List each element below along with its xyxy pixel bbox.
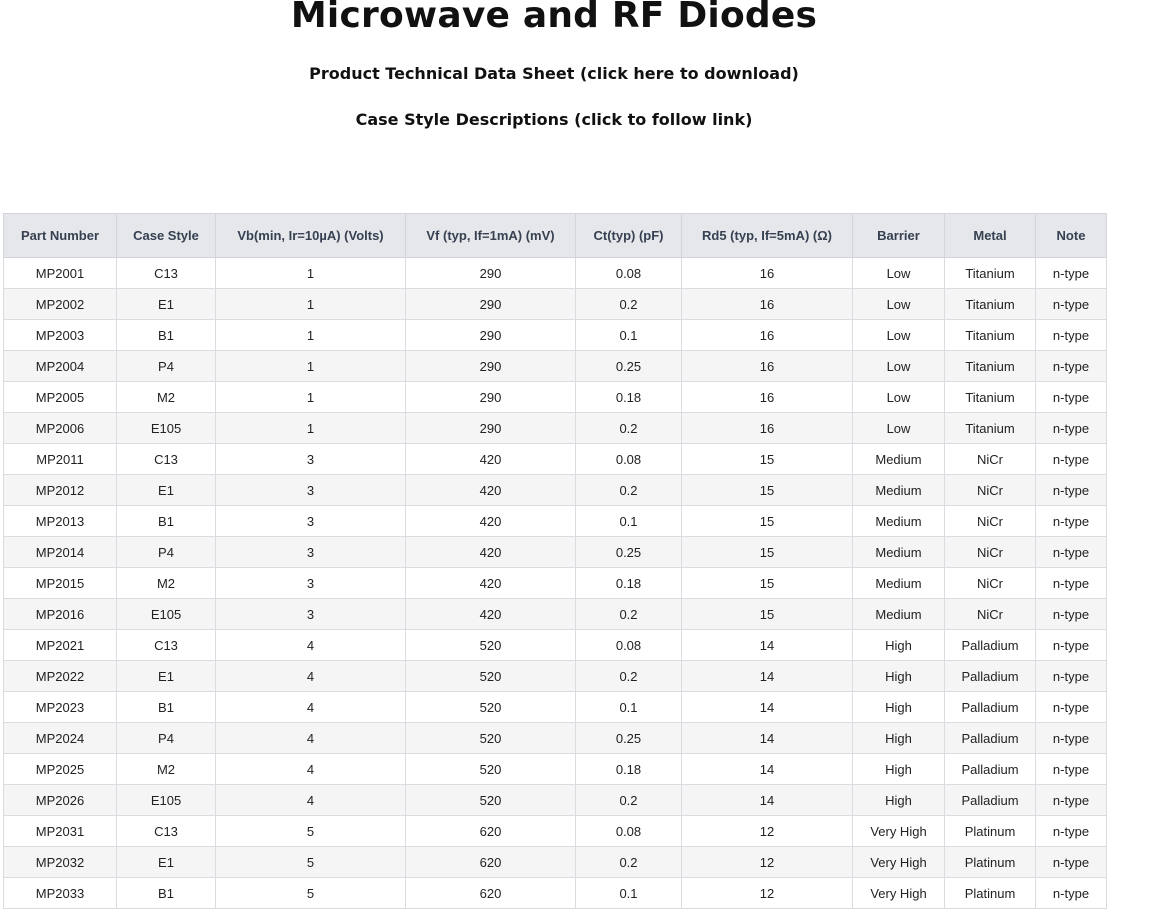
cell-ct: 0.2 [576, 785, 682, 816]
cell-vb: 4 [216, 785, 406, 816]
table-row [4, 630, 1107, 661]
cell-rd5: 16 [682, 351, 853, 382]
cell-metal: Platinum [945, 878, 1036, 909]
cell-vf: 420 [406, 537, 576, 568]
table-row [4, 413, 1107, 444]
table-row [4, 847, 1107, 878]
cell-part-number: MP2004 [4, 351, 117, 382]
cell-rd5: 16 [682, 258, 853, 289]
cell-barrier: Low [853, 351, 945, 382]
cell-part-number: MP2031 [4, 816, 117, 847]
cell-rd5: 16 [682, 320, 853, 351]
cell-vb: 1 [216, 289, 406, 320]
table-row [4, 444, 1107, 475]
cell-vb: 1 [216, 382, 406, 413]
cell-ct: 0.08 [576, 630, 682, 661]
cell-case-style: E105 [117, 599, 216, 630]
cell-barrier: Medium [853, 444, 945, 475]
cell-metal: NiCr [945, 506, 1036, 537]
table-row [4, 475, 1107, 506]
cell-barrier: Medium [853, 568, 945, 599]
cell-barrier: High [853, 785, 945, 816]
cell-barrier: Medium [853, 506, 945, 537]
column-header-vf: Vf (typ, If=1mA) (mV) [406, 214, 576, 258]
cell-barrier: High [853, 630, 945, 661]
cell-note: n-type [1036, 444, 1107, 475]
table-row [4, 537, 1107, 568]
cell-vb: 5 [216, 878, 406, 909]
cell-note: n-type [1036, 723, 1107, 754]
cell-ct: 0.18 [576, 754, 682, 785]
cell-barrier: Medium [853, 537, 945, 568]
column-header-vb: Vb(min, Ir=10µA) (Volts) [216, 214, 406, 258]
cell-rd5: 15 [682, 537, 853, 568]
cell-note: n-type [1036, 320, 1107, 351]
cell-vf: 420 [406, 475, 576, 506]
table-row [4, 878, 1107, 909]
case-style-link[interactable]: Case Style Descriptions (click to follow link) [355, 110, 753, 129]
cell-part-number: MP2006 [4, 413, 117, 444]
cell-note: n-type [1036, 785, 1107, 816]
cell-barrier: Low [853, 258, 945, 289]
cell-rd5: 15 [682, 475, 853, 506]
cell-rd5: 14 [682, 723, 853, 754]
cell-ct: 0.25 [576, 537, 682, 568]
table-row [4, 258, 1107, 289]
cell-vf: 520 [406, 692, 576, 723]
table-row [4, 568, 1107, 599]
cell-vf: 290 [406, 413, 576, 444]
diode-spec-table [3, 213, 1107, 909]
cell-part-number: MP2032 [4, 847, 117, 878]
cell-part-number: MP2011 [4, 444, 117, 475]
cell-ct: 0.2 [576, 413, 682, 444]
cell-ct: 0.18 [576, 568, 682, 599]
cell-rd5: 16 [682, 413, 853, 444]
cell-ct: 0.08 [576, 258, 682, 289]
cell-vb: 5 [216, 816, 406, 847]
cell-part-number: MP2012 [4, 475, 117, 506]
cell-rd5: 15 [682, 568, 853, 599]
cell-vb: 3 [216, 506, 406, 537]
cell-vf: 290 [406, 320, 576, 351]
cell-vf: 420 [406, 599, 576, 630]
cell-vb: 4 [216, 692, 406, 723]
cell-case-style: E1 [117, 289, 216, 320]
cell-vf: 420 [406, 506, 576, 537]
cell-metal: Titanium [945, 258, 1036, 289]
table-row [4, 506, 1107, 537]
cell-metal: NiCr [945, 599, 1036, 630]
cell-metal: Palladium [945, 723, 1036, 754]
cell-case-style: P4 [117, 351, 216, 382]
cell-case-style: M2 [117, 382, 216, 413]
cell-vf: 420 [406, 444, 576, 475]
table-header-row [4, 214, 1107, 258]
cell-ct: 0.1 [576, 320, 682, 351]
cell-note: n-type [1036, 878, 1107, 909]
cell-note: n-type [1036, 537, 1107, 568]
cell-note: n-type [1036, 661, 1107, 692]
column-header-ct: Ct(typ) (pF) [576, 214, 682, 258]
cell-barrier: Low [853, 289, 945, 320]
cell-case-style: B1 [117, 692, 216, 723]
cell-barrier: Medium [853, 475, 945, 506]
table-row [4, 599, 1107, 630]
cell-note: n-type [1036, 413, 1107, 444]
cell-rd5: 14 [682, 630, 853, 661]
cell-note: n-type [1036, 754, 1107, 785]
cell-part-number: MP2005 [4, 382, 117, 413]
cell-metal: Palladium [945, 692, 1036, 723]
cell-case-style: B1 [117, 878, 216, 909]
cell-case-style: E105 [117, 785, 216, 816]
cell-note: n-type [1036, 599, 1107, 630]
cell-ct: 0.25 [576, 723, 682, 754]
column-header-note: Note [1036, 214, 1107, 258]
cell-vb: 1 [216, 320, 406, 351]
cell-note: n-type [1036, 351, 1107, 382]
cell-ct: 0.2 [576, 289, 682, 320]
cell-rd5: 12 [682, 816, 853, 847]
cell-part-number: MP2014 [4, 537, 117, 568]
cell-vb: 4 [216, 723, 406, 754]
cell-metal: Palladium [945, 785, 1036, 816]
cell-metal: Palladium [945, 754, 1036, 785]
cell-rd5: 12 [682, 878, 853, 909]
cell-case-style: P4 [117, 723, 216, 754]
cell-case-style: E1 [117, 475, 216, 506]
cell-metal: NiCr [945, 537, 1036, 568]
cell-rd5: 14 [682, 754, 853, 785]
cell-barrier: Low [853, 382, 945, 413]
cell-metal: Titanium [945, 351, 1036, 382]
cell-note: n-type [1036, 475, 1107, 506]
table-row [4, 289, 1107, 320]
cell-note: n-type [1036, 568, 1107, 599]
cell-part-number: MP2021 [4, 630, 117, 661]
cell-ct: 0.2 [576, 847, 682, 878]
cell-vf: 290 [406, 289, 576, 320]
cell-case-style: E105 [117, 413, 216, 444]
cell-vf: 620 [406, 878, 576, 909]
cell-ct: 0.08 [576, 816, 682, 847]
cell-ct: 0.1 [576, 506, 682, 537]
cell-metal: Palladium [945, 661, 1036, 692]
cell-case-style: C13 [117, 258, 216, 289]
cell-vf: 620 [406, 847, 576, 878]
cell-ct: 0.18 [576, 382, 682, 413]
cell-part-number: MP2013 [4, 506, 117, 537]
cell-case-style: C13 [117, 444, 216, 475]
cell-rd5: 15 [682, 444, 853, 475]
cell-case-style: B1 [117, 320, 216, 351]
cell-metal: Platinum [945, 847, 1036, 878]
cell-metal: Platinum [945, 816, 1036, 847]
cell-vb: 1 [216, 413, 406, 444]
cell-vb: 1 [216, 258, 406, 289]
cell-barrier: Medium [853, 599, 945, 630]
table-row [4, 785, 1107, 816]
cell-vb: 3 [216, 599, 406, 630]
cell-barrier: High [853, 661, 945, 692]
cell-vf: 290 [406, 351, 576, 382]
table-body [4, 258, 1107, 909]
column-header-metal: Metal [945, 214, 1036, 258]
cell-barrier: Very High [853, 878, 945, 909]
cell-ct: 0.08 [576, 444, 682, 475]
cell-vf: 520 [406, 754, 576, 785]
cell-case-style: B1 [117, 506, 216, 537]
cell-metal: Titanium [945, 289, 1036, 320]
table-row [4, 661, 1107, 692]
cell-ct: 0.2 [576, 599, 682, 630]
datasheet-download-link[interactable]: Product Technical Data Sheet (click here to download) [309, 64, 799, 83]
cell-vf: 520 [406, 785, 576, 816]
cell-vf: 520 [406, 630, 576, 661]
cell-case-style: M2 [117, 754, 216, 785]
cell-case-style: P4 [117, 537, 216, 568]
cell-case-style: E1 [117, 847, 216, 878]
cell-rd5: 15 [682, 506, 853, 537]
cell-case-style: E1 [117, 661, 216, 692]
cell-note: n-type [1036, 506, 1107, 537]
table-row [4, 816, 1107, 847]
cell-part-number: MP2003 [4, 320, 117, 351]
cell-vb: 3 [216, 568, 406, 599]
cell-part-number: MP2015 [4, 568, 117, 599]
cell-rd5: 14 [682, 661, 853, 692]
cell-note: n-type [1036, 816, 1107, 847]
cell-ct: 0.1 [576, 878, 682, 909]
cell-vf: 520 [406, 661, 576, 692]
cell-vb: 3 [216, 475, 406, 506]
cell-note: n-type [1036, 382, 1107, 413]
cell-part-number: MP2001 [4, 258, 117, 289]
cell-vb: 3 [216, 537, 406, 568]
cell-vb: 3 [216, 444, 406, 475]
table-row [4, 723, 1107, 754]
cell-vf: 420 [406, 568, 576, 599]
cell-case-style: M2 [117, 568, 216, 599]
cell-rd5: 15 [682, 599, 853, 630]
cell-barrier: Low [853, 320, 945, 351]
column-header-barrier: Barrier [853, 214, 945, 258]
cell-note: n-type [1036, 289, 1107, 320]
cell-metal: Titanium [945, 382, 1036, 413]
table-row [4, 692, 1107, 723]
cell-rd5: 16 [682, 289, 853, 320]
cell-case-style: C13 [117, 816, 216, 847]
cell-note: n-type [1036, 258, 1107, 289]
cell-part-number: MP2026 [4, 785, 117, 816]
cell-metal: Titanium [945, 413, 1036, 444]
table-row [4, 320, 1107, 351]
page-title: Microwave and RF Diodes [290, 0, 818, 36]
cell-barrier: High [853, 692, 945, 723]
cell-metal: NiCr [945, 444, 1036, 475]
cell-barrier: High [853, 723, 945, 754]
cell-rd5: 14 [682, 692, 853, 723]
cell-barrier: High [853, 754, 945, 785]
cell-part-number: MP2023 [4, 692, 117, 723]
cell-vf: 290 [406, 258, 576, 289]
cell-note: n-type [1036, 847, 1107, 878]
cell-part-number: MP2024 [4, 723, 117, 754]
cell-ct: 0.1 [576, 692, 682, 723]
cell-rd5: 12 [682, 847, 853, 878]
cell-vb: 4 [216, 754, 406, 785]
table-row [4, 351, 1107, 382]
cell-metal: NiCr [945, 568, 1036, 599]
cell-metal: NiCr [945, 475, 1036, 506]
cell-part-number: MP2016 [4, 599, 117, 630]
cell-metal: Titanium [945, 320, 1036, 351]
table-row [4, 754, 1107, 785]
cell-case-style: C13 [117, 630, 216, 661]
cell-metal: Palladium [945, 630, 1036, 661]
cell-note: n-type [1036, 692, 1107, 723]
cell-part-number: MP2002 [4, 289, 117, 320]
cell-vb: 1 [216, 351, 406, 382]
cell-note: n-type [1036, 630, 1107, 661]
column-header-rd5: Rd5 (typ, If=5mA) (Ω) [682, 214, 853, 258]
cell-vf: 520 [406, 723, 576, 754]
cell-vb: 4 [216, 630, 406, 661]
cell-part-number: MP2025 [4, 754, 117, 785]
cell-part-number: MP2022 [4, 661, 117, 692]
cell-ct: 0.2 [576, 475, 682, 506]
column-header-part-number: Part Number [4, 214, 117, 258]
cell-ct: 0.2 [576, 661, 682, 692]
cell-part-number: MP2033 [4, 878, 117, 909]
cell-barrier: Very High [853, 816, 945, 847]
cell-rd5: 14 [682, 785, 853, 816]
cell-vf: 620 [406, 816, 576, 847]
cell-ct: 0.25 [576, 351, 682, 382]
cell-vb: 4 [216, 661, 406, 692]
table-row [4, 382, 1107, 413]
cell-barrier: Low [853, 413, 945, 444]
cell-barrier: Very High [853, 847, 945, 878]
column-header-case-style: Case Style [117, 214, 216, 258]
cell-vb: 5 [216, 847, 406, 878]
cell-rd5: 16 [682, 382, 853, 413]
cell-vf: 290 [406, 382, 576, 413]
